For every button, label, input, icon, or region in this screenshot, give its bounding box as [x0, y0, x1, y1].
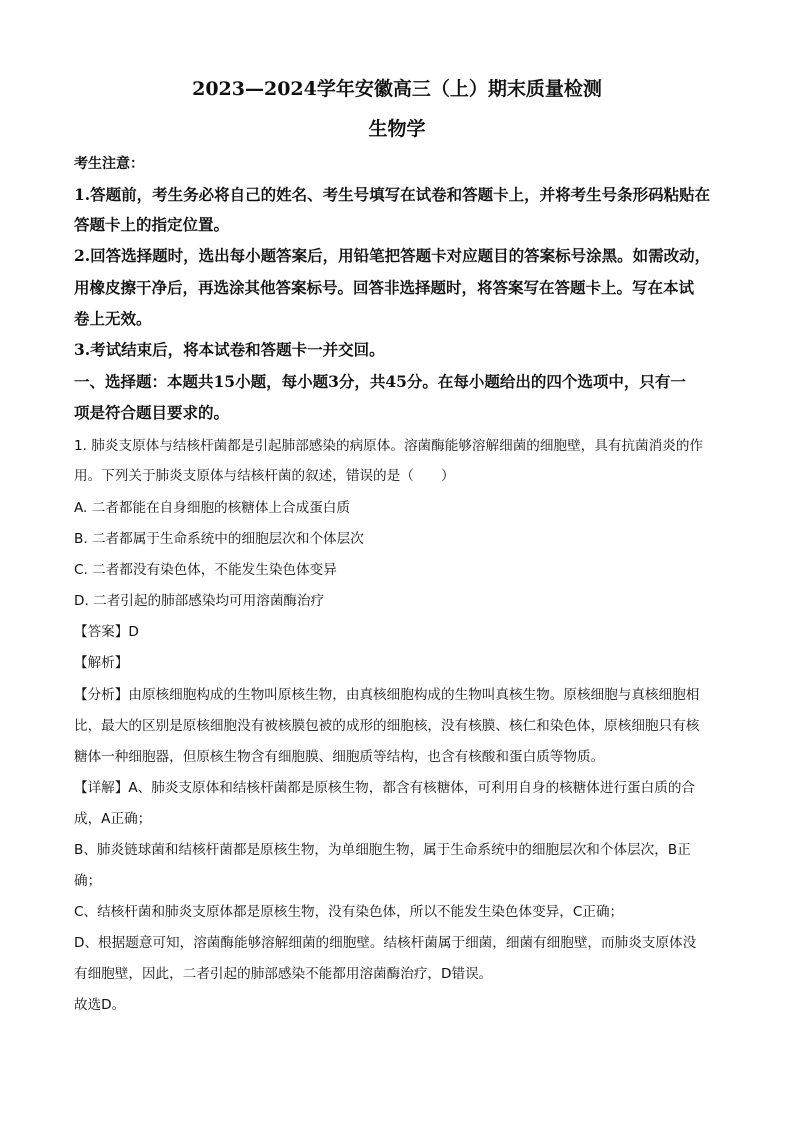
analysis-line: B、肺炎链球菌和结核杆菌都是原核生物，为单细胞生物，属于生命系统中的细胞层次和个体层次，B正 — [74, 842, 691, 858]
answer-label: 【答案】D — [74, 624, 139, 640]
option-a: A. 二者都能在自身细胞的核糖体上合成蛋白质 — [74, 500, 350, 516]
notice-line: 3.考试结束后，将本试卷和答题卡一并交回。 — [74, 340, 385, 359]
notice-line: 答题卡上的指定位置。 — [74, 215, 230, 234]
analysis-line: 确； — [74, 873, 102, 889]
notice-line: 1.答题前，考生务必将自己的姓名、考生号填写在试卷和答题卡上，并将考生号条形码粘贴在 — [74, 185, 711, 204]
notice-heading: 考生注意： — [74, 156, 144, 172]
section-heading: 项是符合题目要求的。 — [74, 403, 230, 422]
analysis-line: 有细胞壁，因此，二者引起的肺部感染不能都用溶菌酶治疗，D错误。 — [74, 966, 493, 982]
section-heading: 一、选择题：本题共15小题，每小题3分，共45分。在每小题给出的四个选项中，只有一 — [74, 372, 686, 391]
question-stem: 用。下列关于肺炎支原体与结核杆菌的叙述，错误的是（ ） — [74, 468, 455, 484]
analysis-label: 【解析】 — [74, 655, 129, 671]
notice-line: 2.回答选择题时，选出每小题答案后，用铅笔把答题卡对应题目的答案标号涂黑。如需改动， — [74, 246, 711, 265]
analysis-line: 故选D。 — [74, 997, 126, 1013]
exam-title: 2023—2024学年安徽高三（上）期末质量检测 — [192, 78, 602, 100]
analysis-line: C、结核杆菌和肺炎支原体都是原核生物，没有染色体，所以不能发生染色体变异，C正确； — [74, 904, 624, 920]
notice-line: 卷上无效。 — [74, 309, 152, 328]
analysis-line: 【详解】A、肺炎支原体和结核杆菌都是原核生物，都含有核糖体，可利用自身的核糖体进行蛋白质的合 — [74, 780, 696, 796]
analysis-line: 【分析】由原核细胞构成的生物叫原核生物，由真核细胞构成的生物叫真核生物。原核细胞与真核细胞相 — [74, 687, 700, 703]
notice-line: 用橡皮擦干净后，再选涂其他答案标号。回答非选择题时，将答案写在答题卡上。写在本试 — [74, 278, 695, 297]
analysis-line: 糖体一种细胞器，但原核生物含有细胞膜、细胞质等结构，也含有核酸和蛋白质等物质。 — [74, 749, 605, 765]
analysis-line: 比，最大的区别是原核细胞没有被核膜包被的成形的细胞核，没有核膜、核仁和染色体，原核细胞只有核 — [74, 718, 700, 734]
analysis-line: D、根据题意可知，溶菌酶能够溶解细菌的细胞壁。结核杆菌属于细菌，细菌有细胞壁，而肺炎支原体没 — [74, 935, 697, 951]
option-d: D. 二者引起的肺部感染均可用溶菌酶治疗 — [74, 593, 325, 609]
option-b: B. 二者都属于生命系统中的细胞层次和个体层次 — [74, 531, 364, 547]
analysis-line: 成，A正确； — [74, 811, 152, 827]
question-stem: 1. 肺炎支原体与结核杆菌都是引起肺部感染的病原体。溶菌酶能够溶解细菌的细胞壁，具有抗菌消炎的作 — [74, 438, 704, 454]
exam-subject: 生物学 — [368, 118, 426, 140]
option-c: C. 二者都没有染色体，不能发生染色体变异 — [74, 562, 337, 578]
